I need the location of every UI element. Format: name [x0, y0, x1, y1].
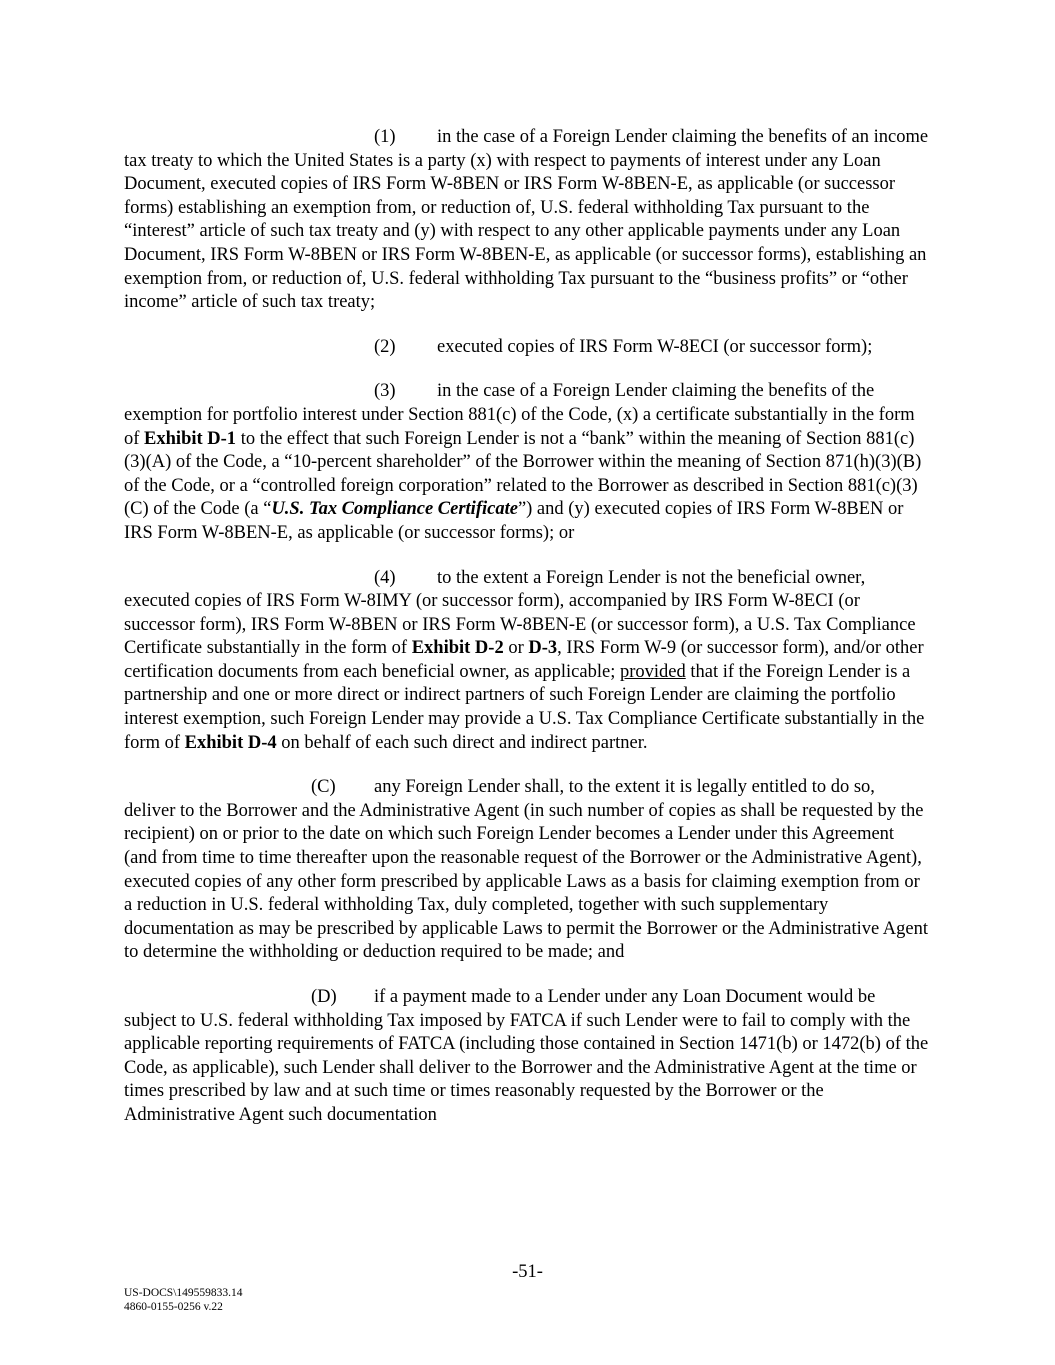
document-footer: [124, 1286, 243, 1314]
proviso-term: provided: [619, 661, 686, 682]
paragraph-D: [124, 986, 930, 1128]
paragraph-number: (4): [374, 567, 396, 588]
defined-term: U.S. Tax Compliance Certificate: [271, 499, 518, 520]
exhibit-reference: Exhibit D-1: [144, 428, 237, 449]
paragraph-text: any Foreign Lender shall, to the extent it is legally entitled to do so, deliver to the Borrower and the Administrative Agent (in such number of copies as shall be requested by the recipient) on or prior to the date on which such Foreign Lender becomes a Lender under this Agreement (and from time to time thereafter upon the reasonable request of the Borrower or the Administrative Agent), executed copies of any other form prescribed by applicable Laws as a basis for claiming exemption from or a reduction in U.S. federal withholding Tax, duly completed, together with such supplementary documentation as may be prescribed by applicable Laws to permit the Borrower or the Administrative Agent to determine the withholding or deduction required to be made; and: [124, 777, 929, 963]
exhibit-reference: D-3: [528, 638, 558, 659]
exhibit-reference: Exhibit D-4: [184, 732, 277, 753]
paragraph-number: (C): [311, 777, 336, 798]
paragraph-2: [124, 336, 930, 360]
paragraph-text: in the case of a Foreign Lender claiming the benefits of an income tax treaty to which the United States is a party (x) with respect to payments of interest under any Loan Document, executed copies of IRS Form W-8BEN or IRS Form W-8BEN-E, as applicable (or successor forms) establishing an exemption from, or reduction of, U.S. federal withholding Tax pursuant to the “interest” article of such tax treaty and (y) with respect to any other applicable payments under any Loan Document, IRS Form W-8BEN or IRS Form W-8BEN-E, as applicable (or successor forms), establishing an exemption from, or reduction of, U.S. federal withholding Tax pursuant to the “business profits” or “other income” article of such tax treaty;: [124, 127, 929, 313]
footer-doc-id: US-DOCS\149559833.14: [124, 1287, 243, 1299]
paragraph-number: (1): [374, 127, 396, 147]
exhibit-reference: Exhibit D-2: [411, 638, 504, 659]
paragraph-text: that if the Foreign Lender is a partnership and one or more direct or indirect partners of such Foreign Lender are claiming the portfolio interest exemption, such Foreign Lender may provide a U.S. Tax Compliance Certificate substantially in the form of: [124, 661, 925, 753]
paragraph-3: [124, 380, 930, 545]
document-body: [124, 126, 930, 1149]
paragraph-C: [124, 776, 930, 965]
paragraph-text: on behalf of each such direct and indirect partner.: [276, 732, 648, 753]
paragraph-number: (3): [374, 381, 396, 402]
paragraph-text: , IRS Form W-9 (or successor form), and/or other certification documents from each beneficial owner, as applicable;: [124, 638, 924, 682]
paragraph-4: [124, 567, 930, 756]
paragraph-text: in the case of a Foreign Lender claiming the benefits of the exemption for portfolio interest under Section 881(c) of the Code, (x) a certificate substantially in the form of: [124, 381, 915, 449]
paragraph-number: (D): [311, 987, 337, 1007]
paragraph-text: to the effect that such Foreign Lender is not a “bank” within the meaning of Section 881(c)(3)(A) of the Code, a “10-percent shareholder” of the Borrower within the meaning of Section 871(h)(3)(B) of the Code, or a “controlled foreign corporation” related to the Borrower as described in Section 881(c)(3)(C) of the Code (a “: [124, 428, 922, 520]
paragraph-text: if a payment made to a Lender under any Loan Document would be subject to U.S. federal withholding Tax imposed by FATCA if such Lender were to fail to comply with the applicable reporting requirements of FATCA (including those contained in Section 1471(b) or 1472(b) of the Code, as applicable), such Lender shall deliver to the Borrower and the Administrative Agent at the time or times prescribed by law and at such time or times reasonably requested by the Borrower or the Administrative Agent such documentation: [124, 987, 929, 1125]
paragraph-text: to the extent a Foreign Lender is not the beneficial owner, executed copies of IRS Form W-8IMY (or successor form), accompanied by IRS Form W-8ECI (or successor form), IRS Form W-8BEN or IRS Form W-8BEN-E (or successor form), a U.S. Tax Compliance Certificate substantially in the form of: [124, 567, 916, 659]
footer-version: 4860-0155-0256 v.22: [124, 1301, 223, 1313]
paragraph-text: executed copies of IRS Form W-8ECI (or successor form);: [437, 336, 873, 357]
page-number: -51-: [512, 1262, 543, 1282]
paragraph-text: ”) and (y) executed copies of IRS Form W-8BEN or IRS Form W-8BEN-E, as applicable (or successor forms); or: [124, 499, 904, 543]
paragraph-1: [124, 126, 930, 315]
paragraph-text: or: [503, 638, 529, 659]
paragraph-number: (2): [374, 336, 396, 357]
